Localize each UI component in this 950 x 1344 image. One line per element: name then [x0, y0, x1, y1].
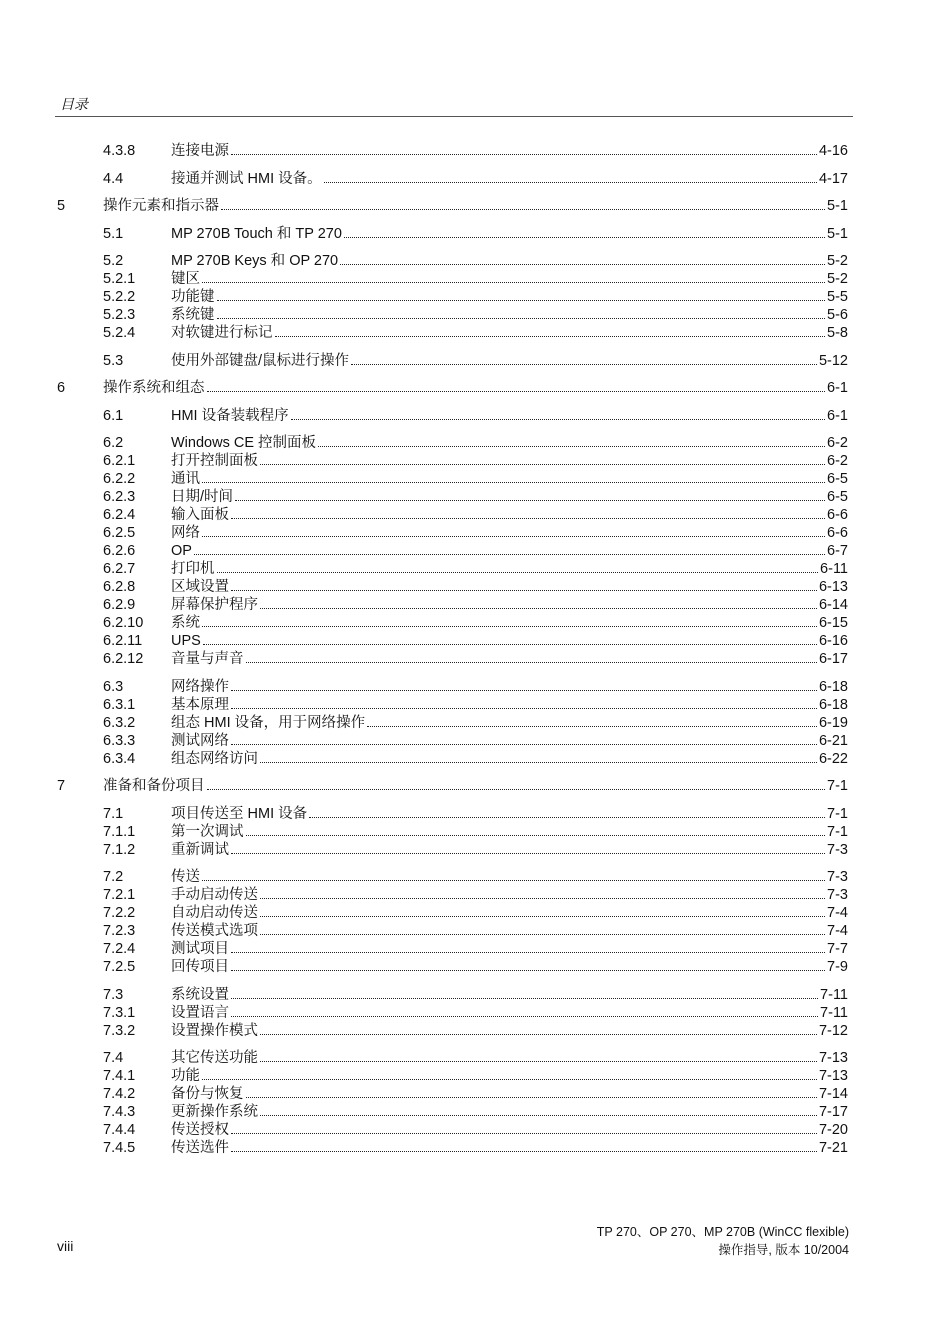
toc-entry-page[interactable]: 7-1	[827, 823, 848, 840]
toc-entry-title[interactable]: 操作系统和组态	[103, 380, 205, 396]
toc-entry-number: 4.3.8	[103, 143, 136, 159]
toc-entry[interactable]	[0, 777, 950, 795]
toc-entry[interactable]	[0, 1049, 950, 1067]
toc-entry-number: 6.2.10	[103, 615, 144, 631]
toc-entry-title[interactable]: 系统	[171, 615, 200, 631]
toc-entry-page[interactable]: 6-7	[827, 543, 848, 559]
dot-leader	[221, 209, 825, 210]
toc-entry-number: 7.4	[103, 1050, 124, 1066]
toc-entry-page[interactable]: 6-1	[827, 380, 848, 396]
dot-leader	[246, 835, 826, 836]
dot-leader	[231, 154, 817, 155]
dot-leader	[275, 336, 826, 337]
toc-entry-title[interactable]: 重新调试	[171, 841, 229, 858]
toc-entry-title[interactable]: 输入面板	[171, 507, 229, 523]
toc-entry-page[interactable]: 7-11	[820, 1004, 848, 1021]
toc-entry-title[interactable]: Windows CE 控制面板	[171, 435, 317, 451]
dot-leader	[202, 1079, 817, 1080]
toc-entry-title[interactable]: 更新操作系统	[171, 1104, 258, 1120]
toc-entry[interactable]	[0, 306, 950, 324]
toc-entry-number: 7.3.2	[103, 1022, 136, 1039]
dot-leader	[231, 690, 817, 691]
dot-leader	[324, 182, 817, 183]
toc-entry-page[interactable]: 6-22	[818, 750, 848, 767]
toc-entry-title[interactable]: 组态 HMI 设备，用于网络操作	[171, 714, 366, 731]
toc-entry[interactable]	[0, 270, 950, 288]
toc-entry-title[interactable]: 系统键	[171, 307, 215, 323]
toc-entry-title[interactable]: 自动启动传送	[171, 905, 258, 921]
dot-leader	[260, 464, 825, 465]
toc-entry[interactable]	[0, 632, 950, 650]
toc-entry[interactable]	[0, 868, 950, 886]
toc-entry-page[interactable]: 5-5	[827, 289, 848, 305]
toc-entry-page[interactable]: 5-2	[827, 253, 848, 269]
toc-entry-page[interactable]: 7-14	[818, 1086, 848, 1102]
dot-leader	[194, 554, 825, 555]
toc-entry[interactable]	[0, 823, 950, 841]
dot-leader	[260, 608, 817, 609]
toc-entry-title[interactable]: 网络	[171, 525, 200, 541]
toc-entry-page[interactable]: 7-11	[820, 986, 848, 1003]
dot-leader	[202, 536, 825, 537]
toc-entry-title[interactable]: 传送授权	[171, 1122, 229, 1138]
dot-leader	[203, 644, 817, 645]
toc-entry-title[interactable]: 传送模式选项	[171, 923, 258, 939]
toc-entry-title[interactable]: 回传项目	[171, 959, 229, 975]
dot-leader	[260, 934, 825, 935]
toc-entry[interactable]	[0, 986, 950, 1004]
toc-entry-number: 7.2.3	[103, 923, 136, 939]
toc-entry-page[interactable]: 6-13	[818, 579, 848, 595]
toc-entry-title[interactable]: 传送选件	[171, 1140, 229, 1156]
toc-entry-number: 6.2.5	[103, 525, 136, 541]
toc-entry-title[interactable]: 屏幕保护程序	[171, 597, 258, 613]
toc-entry-number: 6.2.8	[103, 579, 136, 595]
toc-entry-number: 6	[57, 380, 66, 396]
toc-entry-title[interactable]: 接通并测试 HMI 设备。	[171, 170, 322, 187]
toc-entry-number: 7.2.5	[103, 959, 136, 975]
toc-entry[interactable]	[0, 470, 950, 488]
toc-entry-number: 6.2.6	[103, 543, 136, 559]
toc-entry-number: 5.1	[103, 225, 124, 242]
toc-entry-title[interactable]: 基本原理	[171, 696, 229, 713]
toc-entry-page[interactable]: 4-17	[818, 170, 848, 187]
toc-entry[interactable]	[0, 170, 950, 188]
toc-entry[interactable]	[0, 488, 950, 506]
toc-entry[interactable]	[0, 324, 950, 342]
toc-entry-number: 7.4.3	[103, 1104, 136, 1120]
toc-entry[interactable]	[0, 142, 950, 160]
toc-entry-page[interactable]: 7-1	[827, 778, 848, 794]
dot-leader	[231, 970, 825, 971]
toc-entry-number: 7.1	[103, 805, 124, 822]
toc-entry-page[interactable]: 6-2	[827, 453, 848, 469]
toc-entry-number: 7.4.5	[103, 1140, 136, 1156]
dot-leader	[231, 952, 825, 953]
toc-entry-page[interactable]: 7-12	[818, 1022, 848, 1039]
toc-entry-title[interactable]: 系统设置	[171, 986, 229, 1003]
dot-leader	[260, 1115, 817, 1116]
toc-entry-title[interactable]: 键区	[171, 271, 200, 287]
toc-entry-title[interactable]: 打开控制面板	[171, 453, 258, 469]
toc-entry-title[interactable]: OP	[171, 543, 192, 559]
toc-entry-number: 5.2.3	[103, 307, 136, 323]
toc-entry[interactable]	[0, 407, 950, 425]
toc-entry-number: 6.2.1	[103, 453, 136, 469]
toc-entry-page[interactable]: 6-19	[818, 714, 848, 731]
toc-entry-page[interactable]: 6-5	[827, 471, 848, 487]
dot-leader	[318, 446, 825, 447]
toc-entry-page[interactable]: 6-11	[820, 561, 848, 577]
toc-entry-number: 6.2.7	[103, 561, 136, 577]
toc-entry-page[interactable]: 5-1	[827, 198, 848, 214]
toc-entry-title[interactable]: 操作元素和指示器	[103, 198, 219, 214]
dot-leader	[235, 500, 825, 501]
dot-leader	[260, 916, 825, 917]
dot-leader	[260, 762, 817, 763]
toc-entry[interactable]	[0, 1139, 950, 1157]
toc-entry-page[interactable]: 6-17	[818, 651, 848, 667]
toc-entry[interactable]	[0, 542, 950, 560]
toc-entry-page[interactable]: 7-1	[827, 805, 848, 822]
toc-entry[interactable]	[0, 904, 950, 922]
toc-entry[interactable]	[0, 225, 950, 243]
toc-entry-page[interactable]: 7-17	[818, 1104, 848, 1120]
toc-entry[interactable]	[0, 650, 950, 668]
toc-entry-title[interactable]: 手动启动传送	[171, 887, 258, 903]
toc-entry-title[interactable]: 测试网络	[171, 732, 229, 749]
toc-entry-page[interactable]: 5-12	[818, 352, 848, 369]
dot-leader	[217, 572, 819, 573]
toc-entry-number: 6.2.9	[103, 597, 136, 613]
toc-entry-number: 5.2.4	[103, 325, 136, 341]
toc-entry-title[interactable]: 网络操作	[171, 678, 229, 695]
toc-entry[interactable]	[0, 596, 950, 614]
toc-entry-title[interactable]: 通讯	[171, 471, 200, 487]
toc-entry[interactable]	[0, 678, 950, 696]
running-header: 目录	[60, 96, 88, 112]
dot-leader	[207, 391, 826, 392]
toc-entry-number: 6.3	[103, 678, 124, 695]
toc-entry-title[interactable]: 设置语言	[171, 1004, 229, 1021]
toc-entry-number: 7.4.2	[103, 1086, 136, 1102]
toc-entry-page[interactable]: 6-2	[827, 435, 848, 451]
toc-entry-title[interactable]: 使用外部键盘/鼠标进行操作	[171, 352, 350, 369]
toc-entry-page[interactable]: 7-7	[827, 941, 848, 957]
toc-entry[interactable]	[0, 940, 950, 958]
dot-leader	[344, 237, 825, 238]
toc-entry-page[interactable]: 7-3	[827, 887, 848, 903]
dot-leader	[231, 744, 817, 745]
toc-entry[interactable]	[0, 1067, 950, 1085]
toc-entry-number: 7.1.1	[103, 823, 136, 840]
dot-leader	[231, 518, 825, 519]
toc-entry[interactable]	[0, 958, 950, 976]
dot-leader	[231, 708, 817, 709]
dot-leader	[340, 264, 825, 265]
toc-entry-number: 7.4.1	[103, 1068, 136, 1084]
toc-entry-number: 6.1	[103, 407, 124, 424]
toc-entry-title[interactable]: 备份与恢复	[171, 1086, 244, 1102]
toc-entry[interactable]	[0, 560, 950, 578]
toc-entry[interactable]	[0, 886, 950, 904]
toc-entry[interactable]	[0, 1121, 950, 1139]
toc-entry-page[interactable]: 7-13	[818, 1068, 848, 1084]
toc-entry-page[interactable]: 6-18	[818, 696, 848, 713]
toc-entry-page[interactable]: 6-16	[818, 633, 848, 649]
toc-entry-title[interactable]: 项目传送至 HMI 设备	[171, 805, 308, 822]
toc-entry-number: 6.2.2	[103, 471, 136, 487]
toc-entry[interactable]	[0, 696, 950, 714]
toc-entry-page[interactable]: 5-6	[827, 307, 848, 323]
toc-entry[interactable]	[0, 1022, 950, 1040]
toc-entry[interactable]	[0, 379, 950, 397]
toc-entry-page[interactable]: 4-16	[818, 143, 848, 159]
toc-entry[interactable]	[0, 288, 950, 306]
toc-entry[interactable]	[0, 1004, 950, 1022]
dot-leader	[260, 1061, 817, 1062]
toc-entry-title[interactable]: 日期/时间	[171, 489, 234, 505]
toc-entry-number: 6.2	[103, 435, 124, 451]
toc-entry-title[interactable]: 打印机	[171, 561, 215, 577]
toc-entry-number: 5	[57, 198, 66, 214]
toc-entry-number: 5.2	[103, 253, 124, 269]
toc-entry-page[interactable]: 6-6	[827, 525, 848, 541]
toc-entry[interactable]	[0, 1085, 950, 1103]
page-number: viii	[57, 1238, 74, 1254]
toc-entry-page[interactable]: 6-21	[818, 732, 848, 749]
dot-leader	[202, 282, 825, 283]
toc-entry-page[interactable]: 6-6	[827, 507, 848, 523]
toc-entry-number: 7.3.1	[103, 1004, 136, 1021]
dot-leader	[351, 364, 817, 365]
toc-entry[interactable]	[0, 805, 950, 823]
dot-leader	[202, 626, 817, 627]
toc-entry-number: 6.2.12	[103, 651, 144, 667]
dot-leader	[231, 590, 817, 591]
toc-entry-page[interactable]: 7-9	[827, 959, 848, 975]
toc-entry-title[interactable]: 测试项目	[171, 941, 229, 957]
dot-leader	[217, 300, 826, 301]
toc-entry[interactable]	[0, 614, 950, 632]
toc-entry-title[interactable]: 其它传送功能	[171, 1050, 258, 1066]
toc-entry-page[interactable]: 7-20	[818, 1122, 848, 1138]
toc-entry-title[interactable]: HMI 设备装载程序	[171, 407, 289, 424]
toc-entry-number: 6.3.1	[103, 696, 136, 713]
toc-entry-page[interactable]: 7-21	[818, 1140, 848, 1156]
toc-entry-number: 6.2.11	[103, 633, 143, 649]
toc-entry-title[interactable]: MP 270B Touch 和 TP 270	[171, 225, 342, 242]
header-rule	[55, 116, 853, 117]
toc-entry-page[interactable]: 5-8	[827, 325, 848, 341]
dot-leader	[260, 1034, 817, 1035]
toc-entry-title[interactable]: 功能	[171, 1068, 200, 1084]
toc-entry-page[interactable]: 5-2	[827, 271, 848, 287]
dot-leader	[246, 662, 817, 663]
toc-entry-number: 7.4.4	[103, 1122, 136, 1138]
toc-entry-number: 7.2	[103, 869, 124, 885]
toc-entry-page[interactable]: 5-1	[827, 225, 848, 242]
toc-entry-number: 5.3	[103, 352, 124, 369]
dot-leader	[291, 419, 825, 420]
toc-entry-title[interactable]: 区域设置	[171, 579, 229, 595]
dot-leader	[207, 789, 826, 790]
dot-leader	[231, 998, 818, 999]
toc-entry-number: 6.2.4	[103, 507, 136, 523]
toc-entry[interactable]	[0, 750, 950, 768]
dot-leader	[231, 1151, 817, 1152]
toc-entry[interactable]	[0, 197, 950, 215]
toc-entry[interactable]	[0, 714, 950, 732]
toc-entry-title[interactable]: 音量与声音	[171, 651, 244, 667]
toc-entry-title[interactable]: 连接电源	[171, 143, 229, 159]
toc-entry[interactable]	[0, 452, 950, 470]
toc-entry-page[interactable]: 7-4	[827, 905, 848, 921]
toc-entry-number: 4.4	[103, 170, 124, 187]
toc-entry-number: 7.2.1	[103, 887, 136, 903]
dot-leader	[309, 817, 825, 818]
toc-entry-page[interactable]: 6-18	[818, 678, 848, 695]
toc-entry[interactable]	[0, 524, 950, 542]
toc-entry[interactable]	[0, 506, 950, 524]
toc-entry-title[interactable]: 设置操作模式	[171, 1022, 258, 1039]
toc-entry[interactable]	[0, 841, 950, 859]
dot-leader	[217, 318, 826, 319]
toc-entry[interactable]	[0, 352, 950, 370]
toc-entry[interactable]	[0, 1103, 950, 1121]
toc-entry-number: 5.2.2	[103, 289, 136, 305]
toc-entry[interactable]	[0, 732, 950, 750]
dot-leader	[367, 726, 817, 727]
toc-entry[interactable]	[0, 578, 950, 596]
toc-entry-number: 5.2.1	[103, 271, 136, 287]
toc-entry-title[interactable]: 传送	[171, 869, 200, 885]
toc-entry-page[interactable]: 7-3	[827, 841, 848, 858]
toc-entry-page[interactable]: 6-5	[827, 489, 848, 505]
toc-entry-number: 6.3.2	[103, 714, 136, 731]
dot-leader	[202, 880, 825, 881]
toc-entry-title[interactable]: UPS	[171, 633, 201, 649]
toc-entry-title[interactable]: 功能键	[171, 289, 215, 305]
toc-entry-page[interactable]: 6-14	[818, 597, 848, 613]
toc-entry-title[interactable]: 第一次调试	[171, 823, 244, 840]
toc-entry-number: 6.3.3	[103, 732, 136, 749]
toc-entry-page[interactable]: 7-3	[827, 869, 848, 885]
toc-entry-number: 7.2.4	[103, 941, 136, 957]
toc-entry[interactable]	[0, 434, 950, 452]
toc-entry-page[interactable]: 6-15	[818, 615, 848, 631]
dot-leader	[202, 482, 825, 483]
footer-manual: 操作指导, 版本 10/2004	[718, 1243, 849, 1257]
dot-leader	[246, 1097, 817, 1098]
toc-entry-number: 7.1.2	[103, 841, 136, 858]
toc-entry-page[interactable]: 7-4	[827, 923, 848, 939]
toc-entry-title[interactable]: 组态网络访问	[171, 750, 258, 767]
toc-entry-title[interactable]: MP 270B Keys 和 OP 270	[171, 253, 339, 269]
dot-leader	[231, 1133, 817, 1134]
toc-entry-number: 7	[57, 778, 66, 794]
toc-entry-number: 7.2.2	[103, 905, 136, 921]
toc-entry-number: 7.3	[103, 986, 124, 1003]
toc-entry-page[interactable]: 6-1	[827, 407, 848, 424]
toc-entry[interactable]	[0, 922, 950, 940]
toc-entry-number: 6.3.4	[103, 750, 136, 767]
toc-entry-title[interactable]: 对软键进行标记	[171, 325, 273, 341]
footer-product: TP 270、OP 270、MP 270B (WinCC flexible)	[596, 1225, 849, 1239]
toc-entry-title[interactable]: 准备和备份项目	[103, 778, 205, 794]
toc-entry-page[interactable]: 7-13	[818, 1050, 848, 1066]
toc-entry[interactable]	[0, 252, 950, 270]
dot-leader	[231, 853, 825, 854]
dot-leader	[231, 1016, 818, 1017]
toc-entry-number: 6.2.3	[103, 489, 136, 505]
dot-leader	[260, 898, 825, 899]
